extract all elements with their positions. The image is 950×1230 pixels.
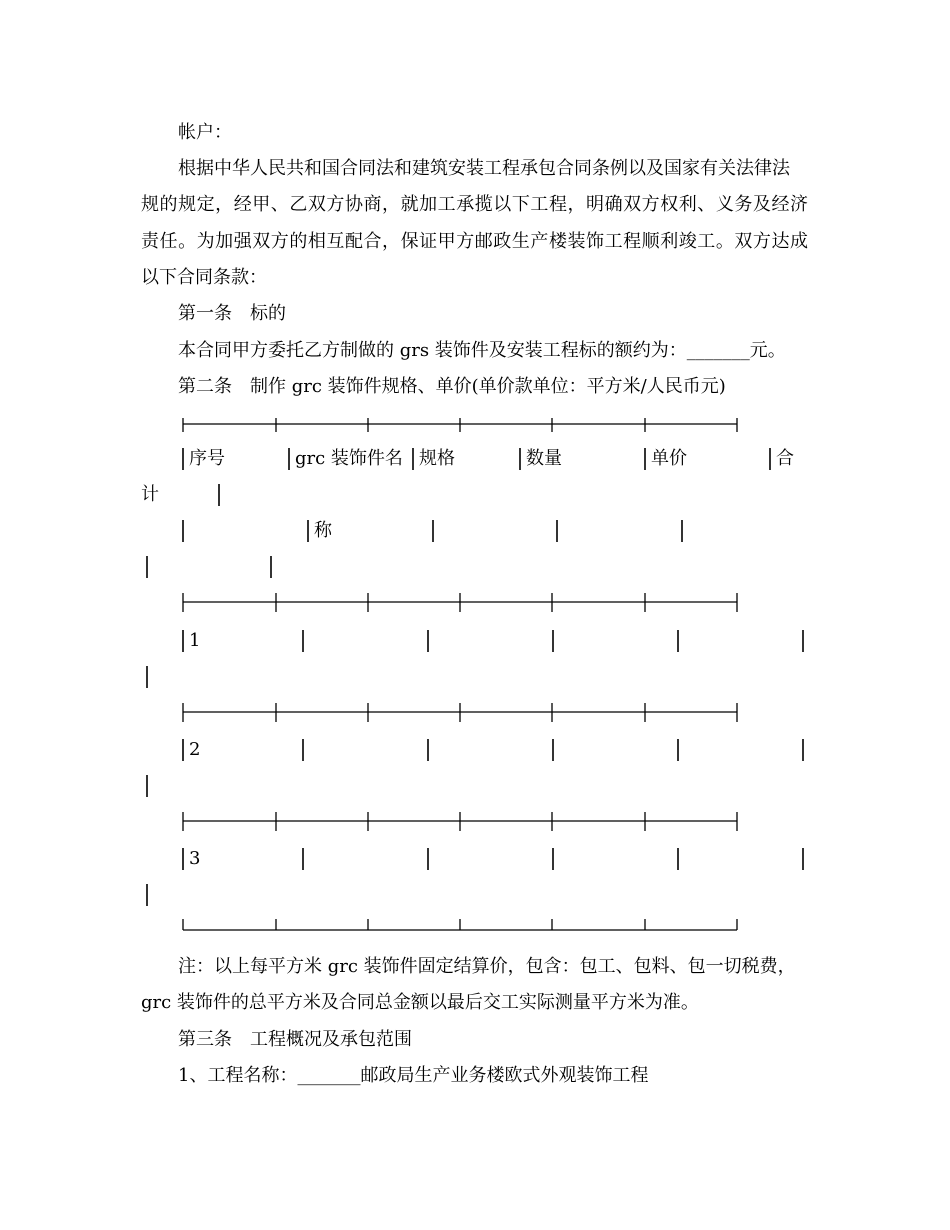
header-total-wrap: 计: [141, 484, 159, 505]
article-1-heading: 第一条 标的: [178, 303, 286, 324]
table-divider-3: [183, 812, 737, 831]
table-divider-1: [183, 593, 737, 612]
header-spec: 规格: [419, 448, 455, 469]
row-1-no: 1: [189, 630, 201, 651]
intro-line-1: 根据中华人民共和国合同法和建筑安装工程承包合同条例以及国家有关法律法: [178, 158, 790, 179]
article-1-text: 本合同甲方委托乙方制做的 grs 装饰件及安装工程标的额约为：_______元。: [178, 340, 786, 361]
intro-line-2: 规的规定，经甲、乙双方协商，就加工承揽以下工程，明确双方权利、义务及经济: [141, 194, 808, 215]
header-price: 单价: [651, 448, 687, 469]
row-2-cell-borders: [147, 739, 803, 797]
table-top-border: [183, 418, 737, 432]
table-bottom-border: [183, 919, 737, 930]
header-name-wrap: 称: [314, 520, 332, 541]
article-3-heading: 第三条 工程概况及承包范围: [178, 1029, 412, 1050]
header-qty: 数量: [526, 448, 562, 469]
article-2-heading: 第二条 制作 grc 装饰件规格、单价(单价款单位：平方米/人民币元): [178, 376, 726, 397]
row-3-no: 3: [189, 848, 201, 869]
row-2-no: 2: [189, 739, 201, 760]
account-label: 帐户：: [178, 122, 232, 143]
note-line-2: grc 装饰件的总平方米及合同总金额以最后交工实际测量平方米为准。: [141, 992, 699, 1013]
header-total: 合: [776, 448, 794, 469]
intro-line-4: 以下合同条款：: [141, 267, 267, 288]
note-line-1: 注：以上每平方米 grc 装饰件固定结算价，包含：包工、包料、包一切税费，: [178, 956, 796, 977]
table-divider-2: [183, 703, 737, 722]
header-no: 序号: [189, 448, 225, 469]
article-3-item-1: 1、工程名称：_______邮政局生产业务楼欧式外观装饰工程: [178, 1065, 649, 1086]
header-name: grc 装饰件名: [295, 448, 403, 469]
row-1-cell-borders: [147, 630, 803, 688]
row-3-cell-borders: [147, 848, 803, 906]
intro-line-3: 责任。为加强双方的相互配合，保证甲方邮政生产楼装饰工程顺利竣工。双方达成: [141, 231, 808, 252]
